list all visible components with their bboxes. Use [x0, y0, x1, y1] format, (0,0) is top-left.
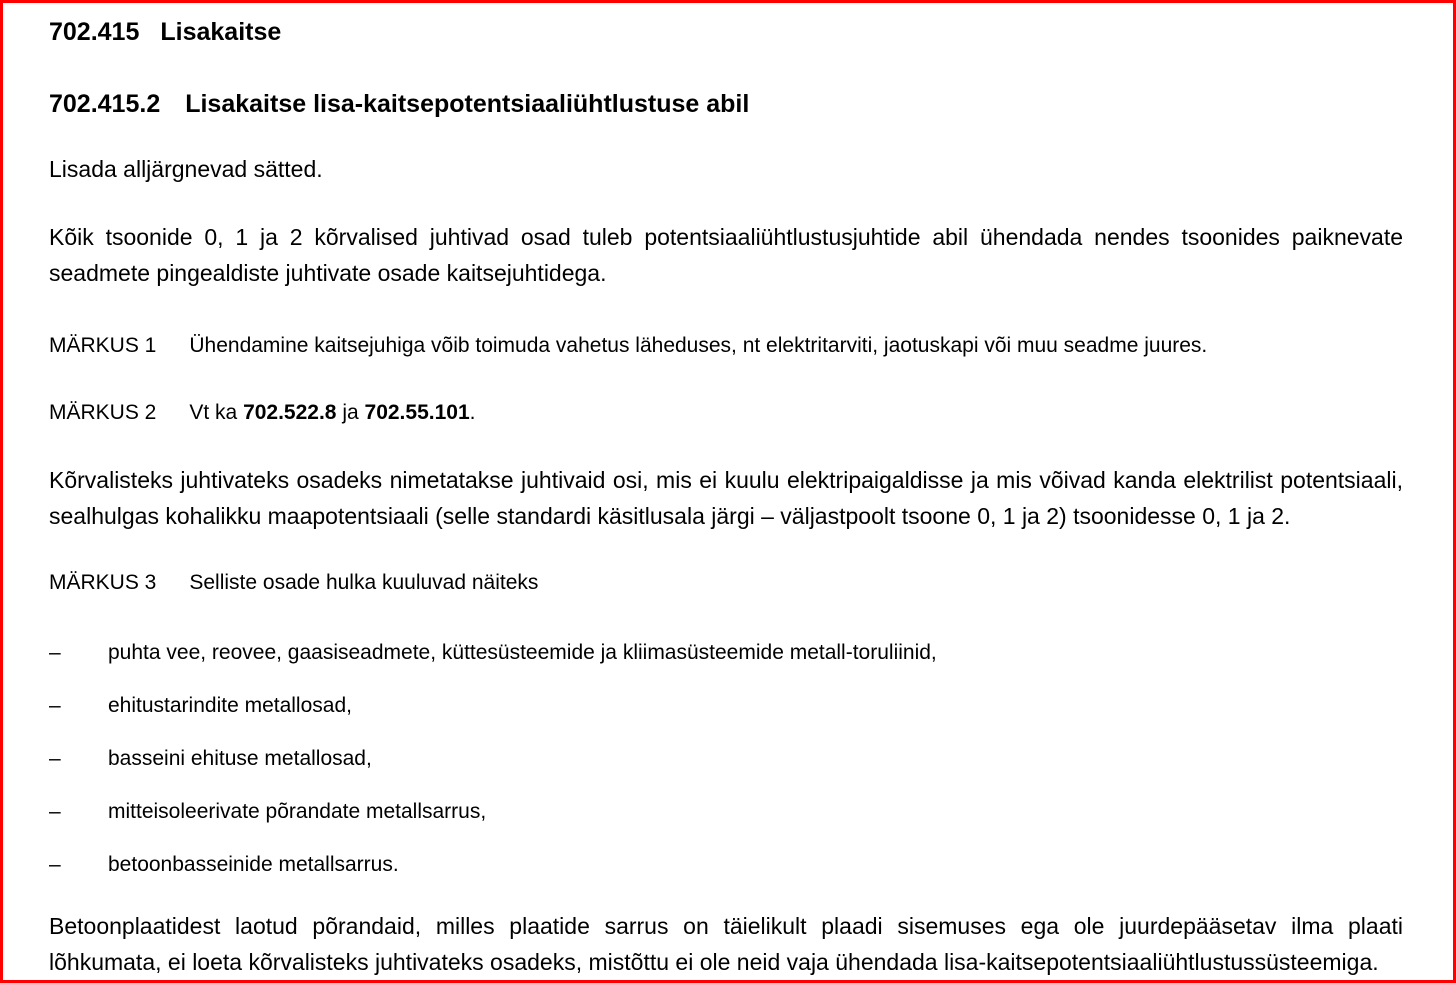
- note-3: [49, 569, 1403, 596]
- list-item: [49, 853, 1403, 877]
- dash-marker: –: [49, 694, 61, 718]
- reference-702-522-8: 702.522.8: [243, 401, 337, 425]
- dash-marker: –: [49, 800, 61, 824]
- note-3-label: MÄRKUS 3: [49, 571, 157, 595]
- dash-marker: –: [49, 641, 61, 665]
- note-1-label: MÄRKUS 1: [49, 333, 157, 357]
- note-3-text: Selliste osade hulka kuuluvad näiteks: [189, 571, 539, 595]
- note-2-label: MÄRKUS 2: [49, 401, 157, 425]
- section-number: 702.415: [49, 18, 140, 46]
- note-2-suffix: .: [469, 401, 476, 425]
- list-item-text: betoonbasseinide metallsarrus.: [108, 853, 399, 877]
- list-item: [49, 747, 1403, 771]
- subsection-number: 702.415.2: [49, 89, 161, 118]
- paragraph-zones-bonding: Kõik tsoonide 0, 1 ja 2 kõrvalised juhtivad osad tuleb potentsiaaliühtlustusjuhtide abil ühendada nendes tsoonides paiknevate seadmete pingealdiste juhtivate osade kaitsejuhtidega.: [49, 224, 1403, 286]
- subsection-heading: [49, 91, 1403, 119]
- note-2: [49, 399, 1403, 426]
- list-item-text: basseini ehituse metallosad,: [108, 747, 372, 771]
- list-item: [49, 641, 1403, 665]
- subsection-title: Lisakaitse lisa-kaitsepotentsiaaliühtlustuse abil: [185, 89, 750, 118]
- list-item-text: mitteisoleerivate põrandate metallsarrus,: [108, 800, 487, 824]
- list-item-text: puhta vee, reovee, gaasiseadmete, küttesüsteemide ja kliimasüsteemide metall-toruliinid,: [108, 641, 937, 665]
- section-title: Lisakaitse: [160, 18, 282, 46]
- list-item: [49, 694, 1403, 718]
- intro-paragraph: Lisada alljärgnevad sätted.: [49, 156, 323, 182]
- examples-list: [49, 641, 1403, 877]
- note-1: [49, 332, 1403, 359]
- list-item-text: ehitustarindite metallosad,: [108, 694, 352, 718]
- section-heading: [49, 19, 1403, 47]
- note-1-text: Ühendamine kaitsejuhiga võib toimuda vahetus läheduses, nt elektritarviti, jaotuskapi või muu seadme juures.: [189, 333, 1208, 357]
- note-2-middle: ja: [336, 401, 365, 425]
- list-item: [49, 800, 1403, 824]
- document-content: [3, 3, 1453, 981]
- paragraph-concrete-slabs: Betoonplaatidest laotud põrandaid, milles plaatide sarrus on täielikult plaadi sisemuses ega ole juurdepääsetav ilma plaati lõhkumata, ei loeta kõrvalisteks juhtivateks osadeks, mistõttu ei ole neid vaja ühendada lisa-kaitsepotentsiaaliühtlustussüsteemiga.: [49, 913, 1403, 976]
- note-2-prefix: Vt ka: [189, 401, 244, 425]
- dash-marker: –: [49, 853, 61, 877]
- dash-marker: –: [49, 747, 61, 771]
- paragraph-extraneous-parts: Kõrvalisteks juhtivateks osadeks nimetatakse juhtivaid osi, mis ei kuulu elektripaigaldisse ja mis võivad kanda elektrilist potentsiaali, sealhulgas kohalikku maapotentsiaali (selle standardi käsitlusala järgi – väljastpoolt tsoone 0, 1 ja 2) tsoonidesse 0, 1 ja 2.: [49, 467, 1403, 530]
- reference-702-55-101: 702.55.101: [364, 401, 470, 425]
